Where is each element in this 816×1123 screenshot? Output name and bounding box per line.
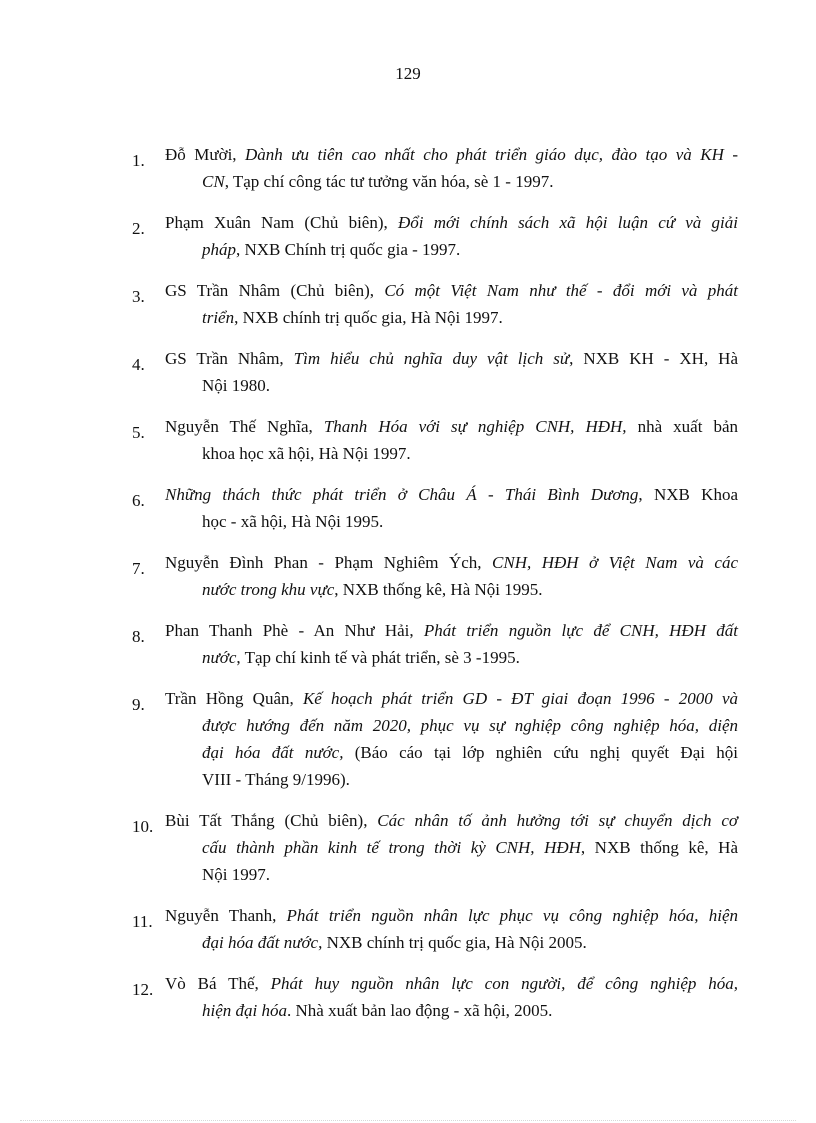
reference-continuation bbox=[165, 834, 738, 888]
reference-text bbox=[165, 345, 738, 399]
reference-publisher: , NXB chính trị quốc gia, Hà Nội 2005. bbox=[318, 933, 587, 952]
reference-title: Có một Việt Nam như thế - đổi mới và phát bbox=[384, 281, 738, 300]
reference-publisher: , NXB thống kê, Hà Nội 1995. bbox=[334, 580, 543, 599]
reference-number: 11. bbox=[132, 912, 153, 931]
reference-author: Đỗ Mười, bbox=[165, 145, 246, 164]
reference-publisher: VIII - Tháng 9/1996). bbox=[202, 770, 350, 789]
reference-line bbox=[202, 712, 738, 739]
reference-number: 7. bbox=[132, 559, 145, 578]
reference-number: 12. bbox=[132, 980, 154, 999]
reference-title: Phát huy nguồn nhân lực con người, để công nghiệp hóa, bbox=[270, 974, 738, 993]
reference-number: 2. bbox=[132, 219, 145, 238]
page-number: 129 bbox=[395, 64, 421, 83]
reference-publisher: , NXB Chính trị quốc gia - 1997. bbox=[236, 240, 461, 259]
reference-line bbox=[202, 512, 383, 531]
reference-author: GS Trần Nhâm, bbox=[165, 349, 294, 368]
reference-publisher: , Tạp chí công tác tư tưởng văn hóa, sè 1 - 1997. bbox=[224, 172, 554, 191]
reference-publisher: (Báo cáo tại lớp nghiên cứu nghị quyết Đại hội bbox=[343, 743, 738, 762]
reference-text bbox=[165, 902, 738, 956]
reference-publisher: nhà xuất bản bbox=[626, 417, 738, 436]
reference-author: Bùi Tất Thắng (Chủ biên), bbox=[165, 811, 378, 830]
reference-item bbox=[132, 807, 738, 888]
reference-text bbox=[165, 807, 738, 888]
reference-title: nước trong khu vực bbox=[202, 580, 335, 599]
reference-item bbox=[132, 549, 738, 603]
reference-continuation bbox=[165, 372, 738, 399]
reference-first-line bbox=[165, 970, 738, 997]
reference-publisher: , NXB Khoa bbox=[638, 485, 738, 504]
reference-item bbox=[132, 902, 738, 956]
reference-publisher: , NXB chính trị quốc gia, Hà Nội 1997. bbox=[234, 308, 503, 327]
reference-text bbox=[165, 141, 738, 195]
reference-title: được hướng đến năm 2020, phục vụ sự nghiệp công nghiệp hóa, diện bbox=[202, 716, 738, 735]
reference-text bbox=[165, 685, 738, 793]
reference-line bbox=[202, 648, 520, 667]
reference-line bbox=[202, 240, 460, 259]
reference-item bbox=[132, 345, 738, 399]
reference-line bbox=[202, 766, 738, 793]
reference-item bbox=[132, 209, 738, 263]
reference-first-line bbox=[165, 807, 738, 834]
reference-title: triển bbox=[202, 308, 235, 327]
reference-number: 4. bbox=[132, 355, 145, 374]
reference-line bbox=[202, 376, 270, 395]
reference-publisher: , Tạp chí kinh tế và phát triển, sè 3 -1995. bbox=[236, 648, 520, 667]
reference-number: 8. bbox=[132, 627, 145, 646]
reference-title: đại hóa đất nước, bbox=[202, 743, 344, 762]
reference-title: Phát triển nguồn nhân lực phục vụ công nghiệp hóa, hiện bbox=[286, 906, 738, 925]
reference-number: 1. bbox=[132, 151, 145, 170]
reference-title: Thanh Hóa với sự nghiệp CNH, HĐH, bbox=[323, 417, 627, 436]
reference-publisher: . Nhà xuất bản lao động - xã hội, 2005. bbox=[287, 1001, 553, 1020]
reference-first-line bbox=[165, 481, 738, 508]
reference-number: 10. bbox=[132, 817, 154, 836]
reference-line bbox=[202, 739, 738, 766]
reference-title: Đổi mới chính sách xã hội luận cứ và giải bbox=[398, 213, 738, 232]
reference-line bbox=[202, 834, 738, 861]
reference-title: cấu thành phần kinh tế trong thời kỳ CNH, HĐH bbox=[202, 838, 581, 857]
reference-continuation bbox=[165, 236, 738, 263]
reference-line bbox=[202, 172, 553, 191]
reference-publisher: Nội 1980. bbox=[202, 376, 270, 395]
reference-text bbox=[165, 970, 738, 1024]
reference-number: 9. bbox=[132, 695, 145, 714]
reference-author: Nguyễn Đình Phan - Phạm Nghiêm Ých, bbox=[165, 553, 493, 572]
reference-title: nước bbox=[202, 648, 237, 667]
reference-text bbox=[165, 549, 738, 603]
reference-title: Kế hoạch phát triển GD - ĐT giai đoạn 1996 - 2000 và bbox=[302, 689, 738, 708]
reference-continuation bbox=[165, 168, 738, 195]
reference-continuation bbox=[165, 304, 738, 331]
reference-continuation bbox=[165, 508, 738, 535]
reference-list bbox=[132, 141, 738, 1038]
reference-publisher: khoa học xã hội, Hà Nội 1997. bbox=[202, 444, 411, 463]
reference-title: Những thách thức phát triển ở Châu Á - Thái Bình Dương bbox=[165, 485, 639, 504]
reference-first-line bbox=[165, 277, 738, 304]
reference-continuation bbox=[165, 997, 738, 1024]
reference-number: 5. bbox=[132, 423, 145, 442]
reference-line bbox=[202, 933, 587, 952]
reference-continuation bbox=[165, 929, 738, 956]
reference-title: CN bbox=[202, 172, 225, 191]
reference-first-line bbox=[165, 345, 738, 372]
reference-author: Phạm Xuân Nam (Chủ biên), bbox=[165, 213, 398, 232]
reference-publisher: Nội 1997. bbox=[202, 865, 270, 884]
reference-line bbox=[202, 1001, 552, 1020]
reference-item bbox=[132, 685, 738, 793]
reference-continuation bbox=[165, 440, 738, 467]
reference-title: pháp bbox=[202, 240, 236, 259]
reference-continuation bbox=[165, 712, 738, 793]
reference-title: đại hóa đất nước bbox=[202, 933, 319, 952]
reference-author: Nguyễn Thế Nghĩa, bbox=[165, 417, 324, 436]
reference-first-line bbox=[165, 549, 738, 576]
reference-author: Nguyễn Thanh, bbox=[165, 906, 287, 925]
reference-item bbox=[132, 413, 738, 467]
reference-item bbox=[132, 481, 738, 535]
reference-line bbox=[202, 580, 543, 599]
reference-publisher: , NXB KH - XH, Hà bbox=[569, 349, 739, 368]
reference-first-line bbox=[165, 685, 738, 712]
reference-first-line bbox=[165, 141, 738, 168]
reference-line bbox=[202, 308, 503, 327]
reference-title: Dành ưu tiên cao nhất cho phát triển giáo dục, đào tạo và KH - bbox=[245, 145, 738, 164]
reference-author: Trần Hồng Quân, bbox=[165, 689, 303, 708]
reference-text bbox=[165, 277, 738, 331]
reference-publisher: học - xã hội, Hà Nội 1995. bbox=[202, 512, 384, 531]
reference-publisher: , NXB thống kê, Hà bbox=[580, 838, 738, 857]
reference-continuation bbox=[165, 576, 738, 603]
reference-first-line bbox=[165, 902, 738, 929]
reference-title: hiện đại hóa bbox=[202, 1001, 287, 1020]
reference-item bbox=[132, 141, 738, 195]
reference-first-line bbox=[165, 413, 738, 440]
reference-title: Tìm hiểu chủ nghĩa duy vật lịch sử bbox=[293, 349, 570, 368]
reference-first-line bbox=[165, 209, 738, 236]
reference-item bbox=[132, 277, 738, 331]
reference-author: Vò Bá Thế, bbox=[165, 974, 271, 993]
reference-text bbox=[165, 413, 738, 467]
reference-number: 6. bbox=[132, 491, 145, 510]
reference-first-line bbox=[165, 617, 738, 644]
reference-text bbox=[165, 209, 738, 263]
reference-author: Phan Thanh Phè - An Như Hải, bbox=[165, 621, 424, 640]
reference-line bbox=[202, 861, 738, 888]
reference-title: Phát triển nguồn lực để CNH, HĐH đất bbox=[423, 621, 738, 640]
reference-title: Các nhân tố ảnh hưởng tới sự chuyển dịch cơ bbox=[377, 811, 738, 830]
reference-line bbox=[202, 444, 411, 463]
reference-item bbox=[132, 970, 738, 1024]
reference-author: GS Trần Nhâm (Chủ biên), bbox=[165, 281, 385, 300]
reference-number: 3. bbox=[132, 287, 145, 306]
reference-continuation bbox=[165, 644, 738, 671]
reference-text bbox=[165, 481, 738, 535]
reference-text bbox=[165, 617, 738, 671]
bottom-divider bbox=[20, 1120, 796, 1121]
reference-title: CNH, HĐH ở Việt Nam và các bbox=[492, 553, 738, 572]
reference-item bbox=[132, 617, 738, 671]
